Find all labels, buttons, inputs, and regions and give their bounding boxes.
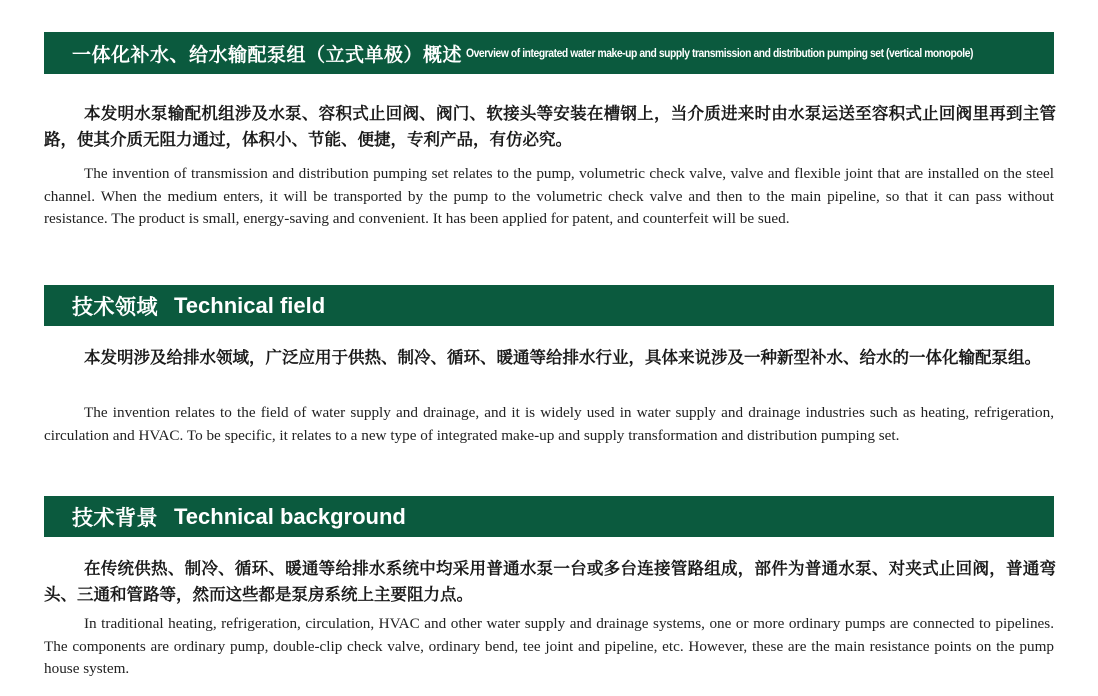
technical-field-title-en: Technical field [174,292,326,318]
section-header-technical-field [44,285,1054,326]
overview-title-zh: 一体化补水、给水输配泵组（立式单极）概述 [72,43,463,66]
technical-background-title-en: Technical background [174,503,406,529]
technical-field-body-en: The invention relates to the field of water supply and drainage, and it is widely used in water supply and drainage industries such as heating, refrigeration, circulation and HVAC. To be specific, it relates to a new type of integrated make-up and supply transformation and distribution pumping set. [44,404,1054,444]
overview-title-en: Overview of integrated water make-up and supply transmission and distribution pumping set (vertical monopole) [466,46,974,60]
technical-field-title-zh: 技术领域 [72,294,158,319]
technical-field-body-zh: 本发明涉及给排水领域，广泛应用于供热、制冷、循环、暖通等给排水行业，具体来说涉及一种新型补水、给水的一体化输配泵组。 [84,348,1041,367]
section-header-technical-background [44,496,1054,537]
overview-body-zh: 本发明水泵输配机组涉及水泵、容积式止回阀、阀门、软接头等安装在槽钢上，当介质进来时由水泵运送至容积式止回阀里再到主管路，使其介质无阻力通过，体积小、节能、便捷，专利产品，有仿必究。 [44,104,1056,149]
overview-body-en: The invention of transmission and distribution pumping set relates to the pump, volumetric check valve, valve and flexible joint that are installed on the steel channel. When the medium enters, it will be transported by the pump to the volumetric check valve and then to the main pipeline, so that it can pass without resistance. The product is small, energy-saving and convenient. It has been applied for patent, and counterfeit will be sued. [44,165,1054,227]
technical-background-body-en: In traditional heating, refrigeration, circulation, HVAC and other water supply and drainage systems, one or more ordinary pumps are connected to pipelines. The components are ordinary pump, double-clip check valve, ordinary bend, tee joint and pipeline, etc. However, these are the main resistance points on the pump house system. [44,615,1054,677]
technical-background-title-zh: 技术背景 [72,505,158,530]
technical-background-body-zh: 在传统供热、制冷、循环、暖通等给排水系统中均采用普通水泵一台或多台连接管路组成，部件为普通水泵、对夹式止回阀，普通弯头、三通和管路等，然而这些都是泵房系统上主要阻力点。 [44,559,1056,604]
section-header-overview [44,32,1054,74]
